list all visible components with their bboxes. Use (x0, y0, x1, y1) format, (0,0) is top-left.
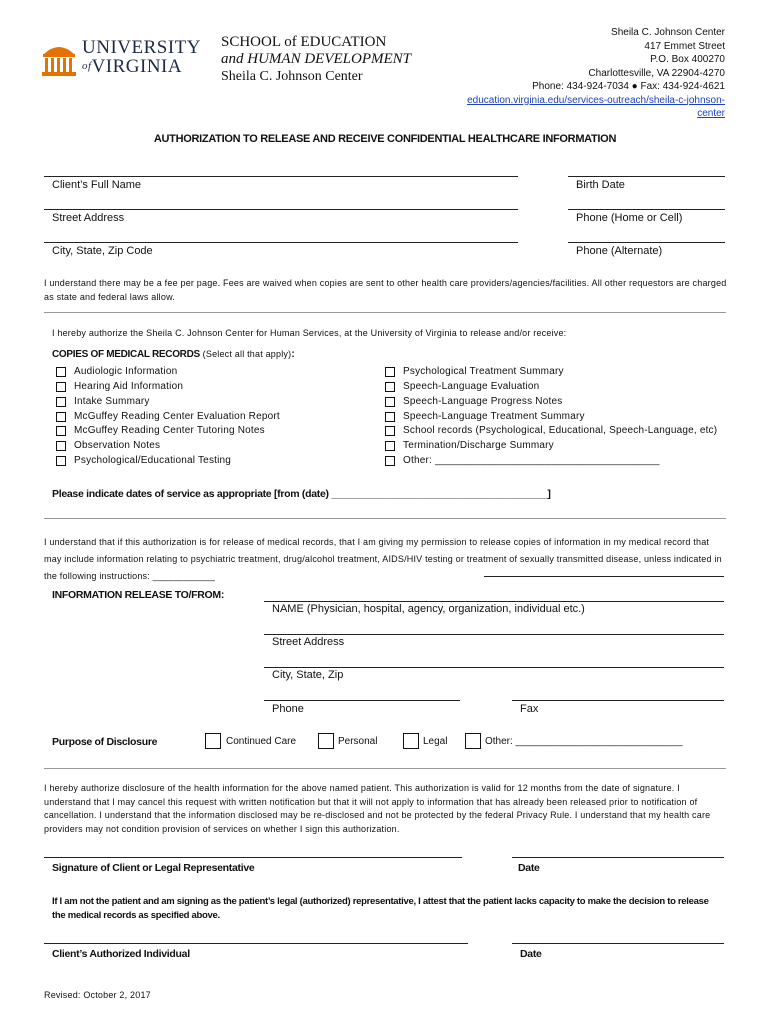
record-option[interactable] (56, 440, 160, 451)
record-option-label: Psychological Treatment Summary (403, 366, 564, 377)
checkbox[interactable] (385, 397, 395, 407)
record-option-label: School records (Psychological, Educational, Speech-Language, etc) (403, 425, 718, 436)
center-website-link[interactable]: education.virginia.edu/services-outreach/sheila-c-johnson- (467, 94, 725, 106)
records-heading-text: COPIES OF MEDICAL RECORDS (52, 349, 200, 360)
street-label: Street Address (52, 212, 125, 224)
purpose-other-label: Other: ______________________________ (485, 735, 683, 747)
checkbox[interactable] (318, 733, 334, 749)
checkbox[interactable] (56, 382, 66, 392)
phone-alt-label: Phone (Alternate) (576, 245, 663, 257)
recipient-fax-label: Fax (520, 703, 539, 715)
record-option[interactable] (56, 425, 265, 436)
street-line[interactable] (44, 209, 518, 210)
authorized-date-line[interactable] (512, 943, 724, 944)
attest-paragraph: If I am not the patient and am signing as the patient’s legal (authorized) representative, I attest that the patient lacks capacity to make the decision to release the medical records as specified above. (52, 896, 709, 921)
signature-date-line[interactable] (512, 857, 724, 858)
records-heading-note: (Select all that apply) (202, 349, 292, 359)
checkbox[interactable] (385, 412, 395, 422)
recipient-street-line[interactable] (264, 634, 724, 635)
authorized-date-label: Date (520, 948, 542, 960)
checkbox[interactable] (385, 367, 395, 377)
purpose-other[interactable] (465, 733, 682, 749)
address-line: Charlottesville, VA 22904-4270 (588, 67, 725, 79)
record-option[interactable] (56, 411, 280, 422)
authorize-paragraph: I hereby authorize the Sheila C. Johnson Center for Human Services, at the University of Virginia to release and/or receive: (52, 328, 567, 338)
record-option[interactable] (385, 440, 554, 451)
address-line: P.O. Box 400270 (650, 54, 725, 65)
record-option[interactable] (385, 411, 585, 422)
checkbox[interactable] (56, 441, 66, 451)
recipient-name-line[interactable] (264, 601, 724, 602)
school-line3: Sheila C. Johnson Center (221, 69, 363, 84)
purpose-personal[interactable] (318, 733, 377, 749)
record-option[interactable] (385, 366, 564, 377)
uva-line2: VIRGINIA (91, 56, 183, 77)
checkbox[interactable] (56, 397, 66, 407)
recipient-phone-line[interactable] (264, 700, 460, 701)
rotunda-icon (40, 40, 78, 78)
revised-date: Revised: October 2, 2017 (44, 990, 151, 1000)
record-option[interactable] (56, 366, 177, 377)
checkbox[interactable] (56, 412, 66, 422)
recipient-city-line[interactable] (264, 667, 724, 668)
checkbox[interactable] (56, 456, 66, 466)
divider (44, 768, 726, 769)
record-option-label: Audiologic Information (74, 366, 178, 377)
recipient-city-label: City, State, Zip (272, 669, 344, 681)
checkbox[interactable] (205, 733, 221, 749)
record-option-label: McGuffey Reading Center Tutoring Notes (74, 425, 265, 436)
phone-alt-line[interactable] (568, 242, 725, 243)
dates-of-service[interactable]: Please indicate dates of service as appropriate [from (date) _______________________________________] (52, 488, 551, 500)
checkbox[interactable] (385, 382, 395, 392)
client-signature-label: Signature of Client or Legal Representative (52, 862, 255, 874)
authorized-individual-label: Client’s Authorized Individual (52, 948, 190, 960)
record-option[interactable] (56, 455, 231, 466)
record-option[interactable] (56, 396, 150, 407)
release-paragraph: I understand that if this authorization is for release of medical records, that I am giving my permission to release copies of information in my medical record that may include information relating to psychiatric treatment, drug/alcohol treatment, AIDS/HIV testing or treatment of sexually transmitted disease, unless indicated in the following instructions: ____________ (44, 537, 722, 581)
city-line[interactable] (44, 242, 518, 243)
record-option[interactable] (385, 425, 717, 436)
recipient-name-label: NAME (Physician, hospital, agency, organization, individual etc.) (272, 603, 585, 615)
checkbox[interactable] (465, 733, 481, 749)
records-heading (52, 349, 295, 360)
checkbox[interactable] (56, 426, 66, 436)
authorized-signature-line[interactable] (44, 943, 468, 944)
fee-paragraph: I understand there may be a fee per page. Fees are waived when copies are sent to other health care providers/agencies/facilities. All other requestors are charged as state and federal laws allow. (44, 278, 727, 302)
purpose-legal[interactable] (403, 733, 447, 749)
city-label: City, State, Zip Code (52, 245, 153, 257)
record-option-label: Intake Summary (74, 396, 150, 407)
client-name-line[interactable] (44, 176, 518, 177)
center-address (467, 26, 725, 121)
uva-of: of (82, 60, 92, 72)
recipient-street-label: Street Address (272, 636, 345, 648)
instructions-line[interactable] (484, 576, 724, 577)
record-option-other[interactable] (385, 455, 660, 466)
uva-line1: UNIVERSITY (82, 37, 201, 58)
consent-paragraph: I hereby authorize disclosure of the health information for the above named patient. This authorization is valid for 12 months from the date of signature. I understand that I may cancel this request with written notification but that it will not apply to information that has already been released prior to notification of cancellation. I understand that the information disclosed may be re-disclosed and not be protected by the federal Privacy Rule. I understand that my health care providers may not condition provision of services on whether I sign this authorization. (44, 783, 711, 834)
school-line2: and HUMAN DEVELOPMENT (221, 51, 411, 67)
release-to-heading: INFORMATION RELEASE TO/FROM: (52, 589, 225, 601)
checkbox[interactable] (385, 426, 395, 436)
record-option-label: Termination/Discharge Summary (403, 440, 554, 451)
record-option-label: Other: _______________________________________ (403, 455, 660, 466)
recipient-phone-label: Phone (272, 703, 304, 715)
school-line1: SCHOOL of EDUCATION (221, 34, 387, 50)
center-website-link-cont[interactable]: center (697, 108, 725, 119)
record-option-label: Hearing Aid Information (74, 381, 184, 392)
phone-home-line[interactable] (568, 209, 725, 210)
address-line: Sheila C. Johnson Center (611, 27, 725, 38)
uva-logo (40, 38, 200, 78)
form-title: AUTHORIZATION TO RELEASE AND RECEIVE CONFIDENTIAL HEALTHCARE INFORMATION (153, 133, 617, 145)
purpose-label: Purpose of Disclosure (52, 736, 158, 748)
checkbox[interactable] (403, 733, 419, 749)
phone-home-label: Phone (Home or Cell) (576, 212, 683, 224)
birth-date-label: Birth Date (576, 179, 625, 191)
record-option-label: Speech-Language Evaluation (403, 381, 540, 392)
address-line: Phone: 434-924-7034 ● Fax: 434-924-4621 (532, 81, 725, 92)
divider (44, 518, 726, 519)
records-heading-colon: : (291, 349, 295, 360)
purpose-option-label: Continued Care (226, 735, 297, 747)
address-line: 417 Emmet Street (644, 40, 725, 52)
school-wordmark (221, 34, 411, 86)
record-option[interactable] (385, 396, 562, 407)
record-option-label: McGuffey Reading Center Evaluation Report (74, 411, 280, 422)
record-option-label: Psychological/Educational Testing (74, 455, 232, 466)
checkbox[interactable] (385, 441, 395, 451)
purpose-continued-care[interactable] (205, 733, 296, 749)
record-option[interactable] (56, 381, 183, 392)
uva-wordmark (82, 38, 201, 76)
purpose-option-label: Personal (338, 735, 378, 747)
client-name-label: Client’s Full Name (52, 179, 142, 191)
signature-date-label: Date (518, 862, 540, 874)
checkbox[interactable] (385, 456, 395, 466)
birth-date-line[interactable] (568, 176, 725, 177)
divider (44, 312, 726, 313)
record-option[interactable] (385, 381, 539, 392)
recipient-fax-line[interactable] (512, 700, 724, 701)
record-option-label: Speech-Language Treatment Summary (403, 411, 585, 422)
record-option-label: Observation Notes (74, 440, 161, 451)
client-signature-line[interactable] (44, 857, 462, 858)
record-option-label: Speech-Language Progress Notes (403, 396, 563, 407)
checkbox[interactable] (56, 367, 66, 377)
purpose-option-label: Legal (423, 735, 448, 747)
